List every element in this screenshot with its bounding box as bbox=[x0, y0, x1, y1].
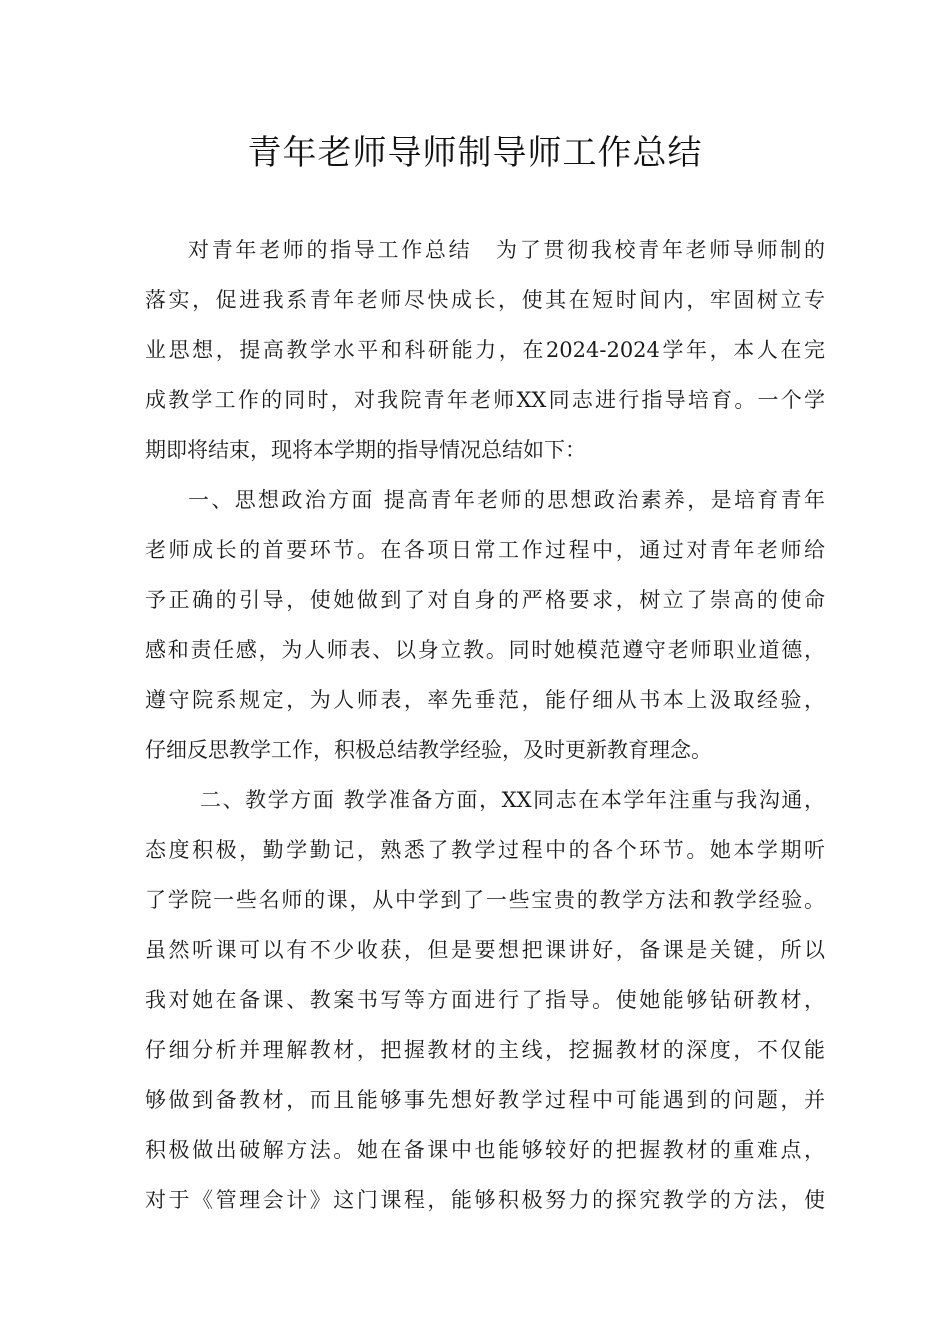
paragraph-1-line-1: 对青年老师的指导工作总结 为了贯彻我校青年老师导师制的 bbox=[188, 238, 825, 262]
paragraph-1-line-5: 期即将结束，现将本学期的指导情况总结如下： bbox=[145, 438, 586, 462]
paragraph-2-line-4: 感和责任感，为人师表、以身立教。同时她模范遵守老师职业道德， bbox=[145, 638, 825, 662]
document-title: 青年老师导师制导师工作总结 bbox=[247, 133, 703, 173]
paragraph-3-line-8: 积极做出破解方法。她在备课中也能够较好的把握教材的重难点， bbox=[145, 1138, 825, 1162]
paragraph-3-line-6: 仔细分析并理解教材，把握教材的主线，挖掘教材的深度，不仅能 bbox=[145, 1038, 825, 1062]
paragraph-2-line-1: 一、思想政治方面 提高青年老师的思想政治素养，是培育青年 bbox=[188, 488, 825, 512]
paragraph-2-line-2: 老师成长的首要环节。在各项日常工作过程中，通过对青年老师给 bbox=[145, 538, 825, 562]
paragraph-2-line-3: 予正确的引导，使她做到了对自身的严格要求，树立了崇高的使命 bbox=[145, 588, 825, 612]
paragraph-1-line-3: 业思想，提高教学水平和科研能力，在2024-2024学年，本人在完 bbox=[145, 338, 825, 362]
paragraph-3-line-7: 够做到备教材，而且能够事先想好教学过程中可能遇到的问题，并 bbox=[145, 1088, 825, 1112]
paragraph-3-line-4: 虽然听课可以有不少收获，但是要想把课讲好，备课是关键，所以 bbox=[145, 938, 825, 962]
paragraph-1-line-4: 成教学工作的同时，对我院青年老师XX同志进行指导培育。一个学 bbox=[145, 388, 825, 412]
paragraph-3-line-2: 态度积极，勤学勤记，熟悉了教学过程中的各个环节。她本学期听 bbox=[145, 838, 825, 862]
paragraph-1-line-2: 落实，促进我系青年老师尽快成长，使其在短时间内，牢固树立专 bbox=[145, 288, 825, 312]
paragraph-3-line-5: 我对她在备课、教案书写等方面进行了指导。使她能够钻研教材， bbox=[145, 988, 825, 1012]
paragraph-3-line-3: 了学院一些名师的课，从中学到了一些宝贵的教学方法和教学经验。 bbox=[145, 888, 825, 912]
paragraph-2-line-6: 仔细反思教学工作，积极总结教学经验，及时更新教育理念。 bbox=[145, 738, 712, 762]
paragraph-3-line-1: 二、教学方面 教学准备方面，XX同志在本学年注重与我沟通， bbox=[200, 788, 825, 812]
paragraph-3-line-9: 对于《管理会计》这门课程，能够积极努力的探究教学的方法，使 bbox=[145, 1188, 825, 1212]
paragraph-2-line-5: 遵守院系规定，为人师表，率先垂范，能仔细从书本上汲取经验， bbox=[145, 688, 825, 712]
